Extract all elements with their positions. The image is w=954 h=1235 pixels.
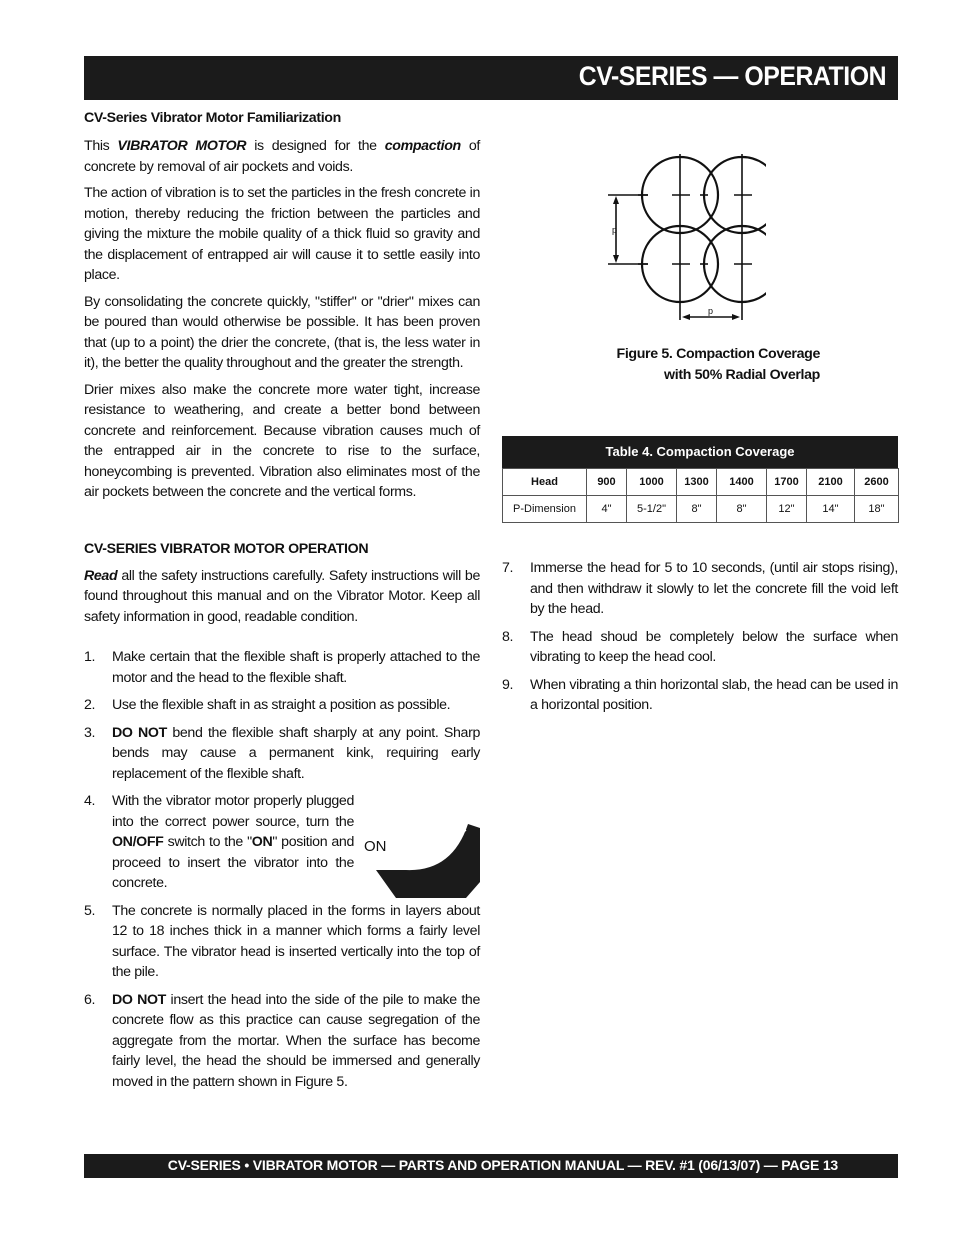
section-heading-operation: CV-SERIES VIBRATOR MOTOR OPERATION [84,540,369,557]
on-switch-illustration [362,822,482,902]
right-column [502,558,898,716]
list-item: 2. Use the flexible shaft in as straight a position as possible. [84,697,451,713]
list-item: 6. DO NOT insert the head into the side of the pile to make the concrete flow as this practice can cause segregation of the aggregate from the mortar. When the surface has become fairly level, the head the should be immersed and generally moved in the pattern shown in Figure 5. [84,991,480,1090]
left-column [84,110,480,1092]
figure-caption: Figure 5. Compaction Coverage with 50% Radial Overlap [616,346,820,383]
table-cell: 4" [587,496,627,523]
list-item: 1. Make certain that the flexible shaft is properly attached to the motor and the head to the flexible shaft. [84,649,480,686]
table-cell: 1400 [717,469,767,496]
paragraph-consolidating: By consolidating the concrete quickly, "stiffer" or "drier" mixes can be poured than would otherwise be possible. It has been proven that (up to a point) the drier the concrete, (that is, the less water in it), the better the quality throughout and the greater the strength. [84,293,480,371]
compaction-coverage-figure [596,150,766,330]
table-cell: 5-1/2" [627,496,677,523]
page-footer-bar [84,1154,898,1178]
table-cell: Head [503,469,587,496]
paragraph-intro: This VIBRATOR MOTOR is designed for the compaction of concrete by removal of air pockets and voids. [84,138,480,175]
dimension-label-vertical: p [612,225,618,235]
table-cell: 900 [587,469,627,496]
table-cell: 2100 [807,469,855,496]
table-cell: 1700 [767,469,807,496]
switch-on-label: ON [364,838,387,855]
dimension-label-horizontal: p [708,306,714,316]
list-item: 5. The concrete is normally placed in the forms in layers about 12 to 18 inches thick in a manner which forms a fairly level surface. The vibrator head is inserted vertically into the top of the pile. [84,902,480,980]
arrow-down-icon [613,255,619,263]
table-cell: 18" [855,496,899,523]
table-cell: 8" [677,496,717,523]
table-grid [502,468,899,523]
list-item: 7. Immerse the head for 5 to 10 seconds, (until air stops rising), and then withdraw it slowly to let the concrete fill the void left by the head. [502,560,898,617]
section-heading-familiarization: CV-Series Vibrator Motor Familiarization [84,110,341,126]
table-cell: 8" [717,496,767,523]
table-title: Table 4. Compaction Coverage [502,436,898,468]
table-cell: 1300 [677,469,717,496]
arrow-up-icon [613,196,619,204]
paragraph-drier-mixes: Drier mixes also make the concrete more water tight, increase resistance to weathering, and create a better bond between concrete and reinforcement. Because vibration causes much of the entrapped air in the concrete to rise to the surface, honeycombing is prevented. Vibration also eliminates most of the air pockets between the concrete and the vertical forms. [84,381,480,500]
paragraph-read-safety: Read all the safety instructions carefully. Safety instructions will be found throughout this manual and on the Vibrator Motor. Keep all safety information in good, readable condition. [84,567,480,625]
operation-steps-list-continued [502,558,898,716]
table-cell: 2600 [855,469,899,496]
table-cell: 12" [767,496,807,523]
compaction-coverage-table [502,436,898,523]
list-item: 3. DO NOT bend the flexible shaft sharply at any point. Sharp bends may cause a permanent kink, requiring early replacement of the flexible shaft. [84,724,480,782]
footer-text: CV-SERIES • VIBRATOR MOTOR — PARTS AND OPERATION MANUAL — REV. #1 (06/13/07) — PAGE 13 [167,1157,838,1173]
table-header-row [503,469,899,496]
arrow-right-icon [732,314,740,320]
page-title: CV-SERIES — OPERATION [578,61,886,91]
list-item: 9. When vibrating a thin horizontal slab, the head can be used in a horizontal position. [502,676,898,713]
list-item: 8. The head shoud be completely below the surface when vibrating to keep the head cool. [502,628,898,665]
arrow-left-icon [682,314,690,320]
rocker-switch-icon [376,824,480,898]
table-cell: P-Dimension [503,496,587,523]
table-cell: 14" [807,496,855,523]
list-item: 4. With the vibrator motor properly plugged into the correct power source, turn the ON/OFF switch to the "ON" position and proceed to insert the vibrator into the concrete. [84,793,354,891]
paragraph-action-of-vibration: The action of vibration is to set the particles in the fresh concrete in motion, thereby reducing the friction between the particles and giving the mixture the mobile quality of a thick fluid so gravity and the displacement of entrapped air will cause it to settle easily into place. [84,185,480,283]
table-row [503,496,899,523]
table-cell: 1000 [627,469,677,496]
page-header-bar [84,56,898,100]
